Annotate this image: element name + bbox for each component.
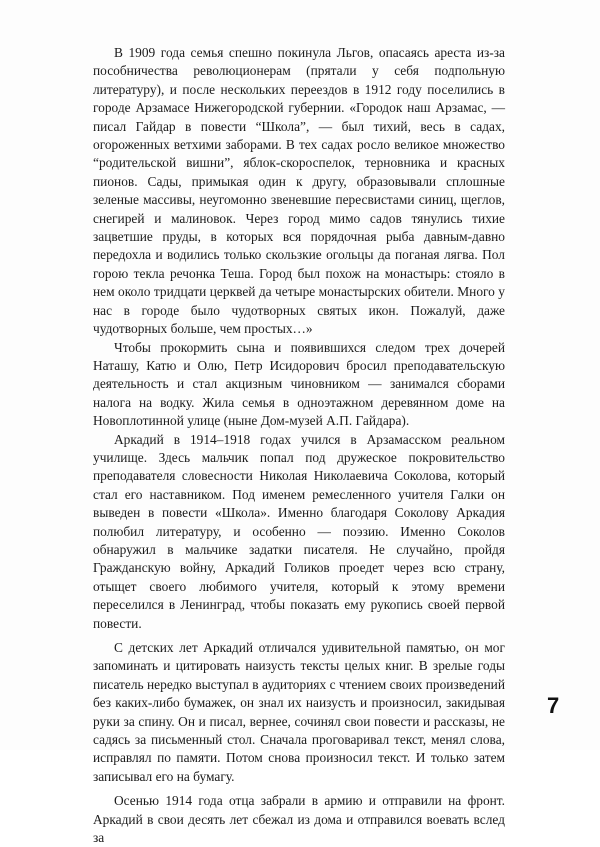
paragraph-1: В 1909 года семья спешно покинула Льгов, опасаясь ареста из-за пособничества революционерам (прятали у себя подпольную литературу), и после нескольких переездов в 1912 году поселились в городе Арзамасе Нижегородской губернии. «Городок наш Арзамас, — писал Гайдар в повести “Школа”, — был тихий, весь в садах, огороженных ветхими заборами. В тех садах росло великое множество “родительской вишни”, яблок-скороспелок, терновника и красных пионов. Сады, примыкая один к другу, образовывали сплошные зеленые массивы, неугомонно звеневшие пересвистами синиц, щеглов, снегирей и малиновок. Через город мимо садов тянулись тихие зацветшие пруды, в которых вся порядочная рыба давным-давно передохла и водились только скользкие огольцы да поганая лягва. Пол горою текла речонка Теша. Город был похож на монастырь: стояло в нем около тридцати церквей да четыре монастырских обители. Много у нас в городе было чудотворных святых икон. Пожалуй, даже чудотворных больше, чем простых…» bbox=[93, 45, 505, 337]
paragraph-5: Осенью 1914 года отца забрали в армию и отправили на фронт. Аркадий в свои десять лет сбежал из дома и отправился воевать вслед за bbox=[93, 793, 505, 846]
paragraph-4: С детских лет Аркадий отличался удивительной памятью, он мог запоминать и цитировать наизусть тексты целых книг. В зрелые годы писатель нередко выступал в аудиториях с чтением своих произведений без каких-либо бумажек, он знал их наизусть и произносил, закидывая руки за спину. Он и писал, вернее, сочинял свои повести и рассказы, не садясь за письменный стол. Сначала проговаривал текст, менял слова, исправлял по памяти. Потом снова произносил текст. И только затем записывал его на бумагу. bbox=[93, 640, 505, 784]
body-text bbox=[93, 44, 505, 847]
page-number: 7 bbox=[547, 693, 560, 718]
paragraph-2: Чтобы прокормить сына и появившихся следом трех дочерей Наташу, Катю и Олю, Петр Исидорович бросил преподавательскую деятельность и стал акцизным чиновником — занимался сборами налога на водку. Жила семья в одноэтажном деревянном доме на Новоплотинной улице (ныне Дом-музей А.П. Гайдара). bbox=[93, 339, 505, 429]
paragraph-3: Аркадий в 1914–1918 годах учился в Арзамасском реальном училище. Здесь мальчик попал под дружеское покровительство преподавателя словесности Николая Николаевича Соколова, который стал его наставником. Под именем ремесленного учителя Галки он выведен в повести «Школа». Именно благодаря Соколову Аркадия полюбил литературу, и особенно — поэзию. Именно Соколов обнаружил в мальчике задатки писателя. Не случайно, пройдя Гражданскую войну, Аркадий Голиков проедет через всю страну, отыщет своего любимого учителя, который к этому времени переселился в Ленинград, чтобы показать ему рукопись своей первой повести. bbox=[93, 431, 505, 631]
